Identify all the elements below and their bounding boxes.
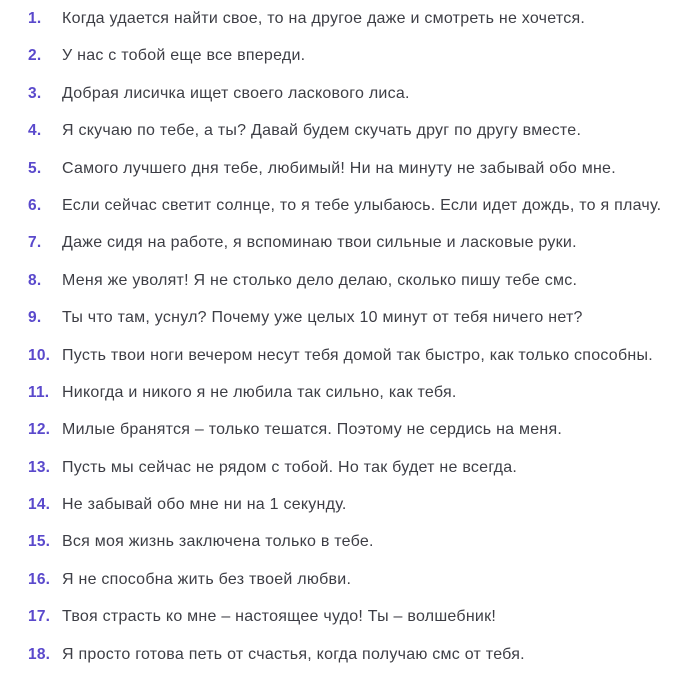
list-item-number: 6.: [28, 196, 42, 214]
list-item-text: Милые бранятся – только тешатся. Поэтому не сердись на меня.: [62, 421, 563, 439]
list-item: [28, 83, 690, 120]
list-item: [28, 232, 690, 269]
list-item-text: Я не способна жить без твоей любви.: [62, 570, 352, 588]
list-item: [28, 45, 690, 82]
list-item-number: 2.: [28, 47, 42, 65]
list-item: [28, 382, 690, 419]
list-item-text: Меня же уволят! Я не столько дело делаю, сколько пишу тебе смс.: [62, 271, 578, 289]
list-item-text: Даже сидя на работе, я вспоминаю твои сильные и ласковые руки.: [62, 234, 577, 252]
list-item-text: Добрая лисичка ищет своего ласкового лиса.: [62, 84, 410, 102]
list-item: [28, 644, 690, 681]
list-item-number: 9.: [28, 309, 42, 327]
list-item-number: 8.: [28, 271, 42, 289]
list-item-number: 16.: [28, 570, 51, 588]
list-item: [28, 270, 690, 307]
list-item-number: 17.: [28, 608, 51, 626]
list-item: [28, 8, 690, 45]
list-item-text: Пусть твои ноги вечером несут тебя домой так быстро, как только способны.: [62, 346, 653, 364]
list-item: [28, 494, 690, 531]
list-item-text: Не забывай обо мне ни на 1 секунду.: [62, 496, 347, 514]
list-item-text: Вся моя жизнь заключена только в тебе.: [62, 533, 374, 551]
list-item-number: 4.: [28, 122, 42, 140]
list-item: [28, 569, 690, 606]
list-item: [28, 120, 690, 157]
list-item-number: 13.: [28, 458, 51, 476]
list-item-text: Никогда и никого я не любила так сильно, как тебя.: [62, 383, 457, 401]
list-item-number: 12.: [28, 421, 51, 439]
list-item: [28, 158, 690, 195]
list-item-text: Твоя страсть ко мне – настоящее чудо! Ты – волшебник!: [62, 608, 497, 626]
list-item-text: У нас с тобой еще все впереди.: [62, 47, 306, 65]
list-item: [28, 457, 690, 494]
list-item-text: Я просто готова петь от счастья, когда получаю смс от тебя.: [62, 645, 525, 663]
list-item-text: Если сейчас светит солнце, то я тебе улыбаюсь. Если идет дождь, то я плачу.: [62, 196, 662, 214]
list-item-number: 10.: [28, 346, 51, 364]
list-item: [28, 419, 690, 456]
list-item-text: Когда удается найти свое, то на другое даже и смотреть не хочется.: [62, 10, 586, 27]
list-item-text: Пусть мы сейчас не рядом с тобой. Но так будет не всегда.: [62, 458, 518, 476]
list-item-number: 1.: [28, 10, 42, 27]
list-item-number: 7.: [28, 234, 42, 252]
list-item: [28, 531, 690, 568]
list-item-number: 14.: [28, 496, 51, 514]
list-item-text: Самого лучшего дня тебе, любимый! Ни на минуту не забывай обо мне.: [62, 159, 616, 177]
list-item-number: 18.: [28, 645, 51, 663]
list-item-number: 5.: [28, 159, 42, 177]
list-item: [28, 606, 690, 643]
list-item-number: 3.: [28, 84, 42, 102]
list-item-number: 15.: [28, 533, 51, 551]
list-item: [28, 307, 690, 344]
list-item-text: Ты что там, уснул? Почему уже целых 10 минут от тебя ничего нет?: [62, 309, 583, 327]
list-item: [28, 195, 690, 232]
list-item-number: 11.: [28, 383, 50, 401]
list-item-text: Я скучаю по тебе, а ты? Давай будем скучать друг по другу вместе.: [62, 122, 582, 140]
list-item: [28, 345, 690, 382]
